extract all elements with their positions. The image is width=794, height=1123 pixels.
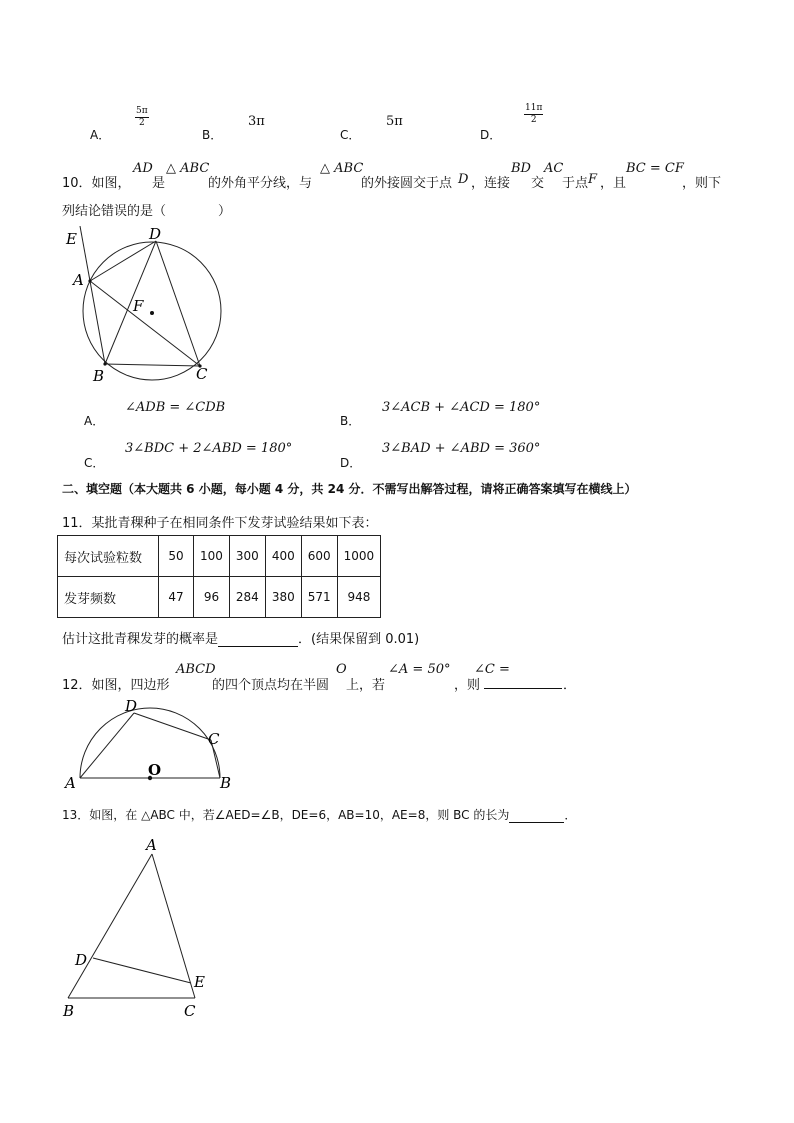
q10-text-7: ，且	[600, 176, 627, 191]
q10-text-5: 交	[531, 176, 545, 191]
q11-text: 11．某批青稞种子在相同条件下发芽试验结果如下表：	[62, 516, 378, 531]
q10-label-c: C	[196, 365, 208, 383]
q10-option-c[interactable]	[84, 454, 104, 471]
q11-answer-blank[interactable]	[218, 646, 298, 647]
q13-label-a: A	[146, 836, 157, 854]
q10-label-d: D	[149, 226, 162, 243]
q13-line-ab	[68, 854, 152, 998]
q10-point-d: D	[458, 172, 469, 187]
q13-label-e: E	[194, 973, 205, 991]
q10-line-ab	[90, 281, 105, 364]
q13-label-b: B	[63, 1002, 75, 1020]
table-cell: 50	[159, 536, 194, 577]
q10-label-a: A	[73, 271, 84, 289]
q12-text-1: 12．如图，四边形	[62, 678, 170, 693]
q12-text-5: ．	[563, 678, 577, 693]
q12-label-c: C	[208, 730, 220, 748]
q10-option-a[interactable]	[84, 412, 104, 429]
q10-label-e: E	[66, 230, 77, 248]
q10-option-b-value: 3∠ACB + ∠ACD = 180°	[382, 400, 541, 415]
q12-condition: ∠A = 50°	[388, 662, 451, 677]
q10-text-6: 于点	[562, 176, 589, 191]
q10-ad: AD	[133, 161, 153, 176]
q13-line-de	[93, 958, 191, 983]
q10-line-ac	[90, 281, 200, 366]
q9-option-a[interactable]	[90, 126, 110, 143]
q12-label-b: B	[220, 774, 232, 791]
q10-point-f: F	[588, 172, 598, 187]
q10-text-4: ，连接	[471, 176, 511, 191]
q10-line-ad	[90, 241, 156, 281]
q13-label-d: D	[75, 951, 88, 969]
q9-option-b-value: 3π	[248, 114, 265, 129]
q10-ac: AC	[544, 161, 564, 176]
q10-text-2: 的外角平分线，与	[208, 176, 313, 191]
q13-text-b: ．	[564, 808, 577, 822]
q10-option-a-label: A．	[84, 414, 105, 428]
q10-option-c-label: C．	[84, 456, 105, 470]
q9-option-b-label: B．	[202, 128, 223, 142]
q13-text-a: 13．如图，在 △ABC 中，若∠AED=∠B，DE=6，AB=10，AE=8，则 BC 的长为	[62, 808, 510, 822]
table-cell: 400	[265, 536, 301, 577]
q10-bd: BD	[511, 161, 531, 176]
table-cell: 948	[337, 577, 381, 618]
q12-label-d: D	[125, 697, 138, 715]
q13-text	[62, 806, 576, 823]
q9-option-a-label: A．	[90, 128, 111, 142]
q11-after-text-b: ．(结果保留到 0.01)	[298, 632, 420, 647]
q10-text-1: 是	[152, 176, 166, 191]
q12-ask: ∠C =	[474, 662, 510, 677]
q11-table	[57, 535, 381, 618]
table-row	[58, 536, 381, 577]
q12-label-o: O	[148, 761, 162, 779]
q9-option-c[interactable]	[340, 126, 360, 143]
q10-tri-2: △ ABC	[320, 161, 364, 176]
q13-label-c: C	[184, 1002, 196, 1020]
table-cell: 47	[159, 577, 194, 618]
table-row-header: 发芽频数	[58, 577, 159, 618]
q10-option-c-value: 3∠BDC + 2∠ABD = 180°	[125, 441, 293, 456]
q10-number: 10．如图，	[62, 176, 131, 191]
q10-option-b-label: B．	[340, 414, 361, 428]
q10-line-2: 列结论错误的是（ ）	[62, 204, 232, 219]
q10-text-3: 的外接圆交于点	[361, 176, 453, 191]
q12-text-4: ，则	[454, 678, 481, 693]
q10-line-bc	[105, 364, 200, 366]
table-row-header: 每次试验粒数	[58, 536, 159, 577]
q10-text-8: ，则下	[682, 176, 722, 191]
q12-label-a: A	[65, 774, 76, 791]
q10-option-d[interactable]	[340, 454, 361, 471]
q10-line-dc	[156, 241, 200, 366]
q12-figure	[60, 696, 240, 791]
q13-answer-blank[interactable]	[509, 822, 564, 823]
q12-o: O	[336, 662, 347, 677]
table-cell: 300	[229, 536, 265, 577]
table-cell: 1000	[337, 536, 381, 577]
table-cell: 96	[194, 577, 230, 618]
q10-option-d-value: 3∠BAD + ∠ABD = 360°	[382, 441, 541, 456]
q9-option-d[interactable]	[480, 126, 501, 143]
q10-line-bd	[105, 241, 156, 364]
q9-option-d-label: D．	[480, 128, 502, 142]
q10-figure	[60, 226, 240, 386]
q12-text-2: 的四个顶点均在半圆	[212, 678, 330, 693]
q10-point-a-dot	[88, 279, 91, 282]
q9-option-b[interactable]	[202, 126, 222, 143]
table-cell: 600	[301, 536, 337, 577]
q10-option-a-value: ∠ADB = ∠CDB	[125, 400, 226, 415]
q13-line-ac	[152, 854, 195, 998]
q12-text-3: 上，若	[346, 678, 386, 693]
q13-figure	[58, 834, 218, 1024]
table-cell: 571	[301, 577, 337, 618]
section-2-title: 二、填空题（本大题共 6 小题，每小题 4 分，共 24 分．不需写出解答过程，请将正确答案填写在横线上）	[62, 482, 637, 496]
q10-center-dot	[150, 311, 154, 315]
q12-abcd: ABCD	[176, 662, 216, 677]
q9-option-a-value: $\frac{5\pi}{2}$	[136, 106, 148, 128]
q10-option-d-label: D．	[340, 456, 362, 470]
q10-point-b-dot	[103, 362, 106, 365]
q12-line-dc	[134, 713, 211, 740]
q9-option-c-value: 5π	[386, 114, 403, 129]
q10-option-b[interactable]	[340, 412, 360, 429]
table-cell: 380	[265, 577, 301, 618]
q9-option-c-label: C．	[340, 128, 361, 142]
q10-equation: BC = CF	[626, 161, 684, 176]
q10-label-b: B	[93, 367, 105, 385]
table-cell: 284	[229, 577, 265, 618]
q12-answer-blank[interactable]	[484, 674, 562, 689]
q11-after-text-a: 估计这批青稞发芽的概率是	[62, 632, 219, 647]
table-cell: 100	[194, 536, 230, 577]
table-row	[58, 577, 381, 618]
q9-option-d-value: $\frac{11\pi}{2}$	[525, 103, 543, 125]
q11-answer-line	[62, 628, 419, 647]
q10-label-f: F	[133, 297, 144, 315]
q10-tri-1: △ ABC	[166, 161, 210, 176]
